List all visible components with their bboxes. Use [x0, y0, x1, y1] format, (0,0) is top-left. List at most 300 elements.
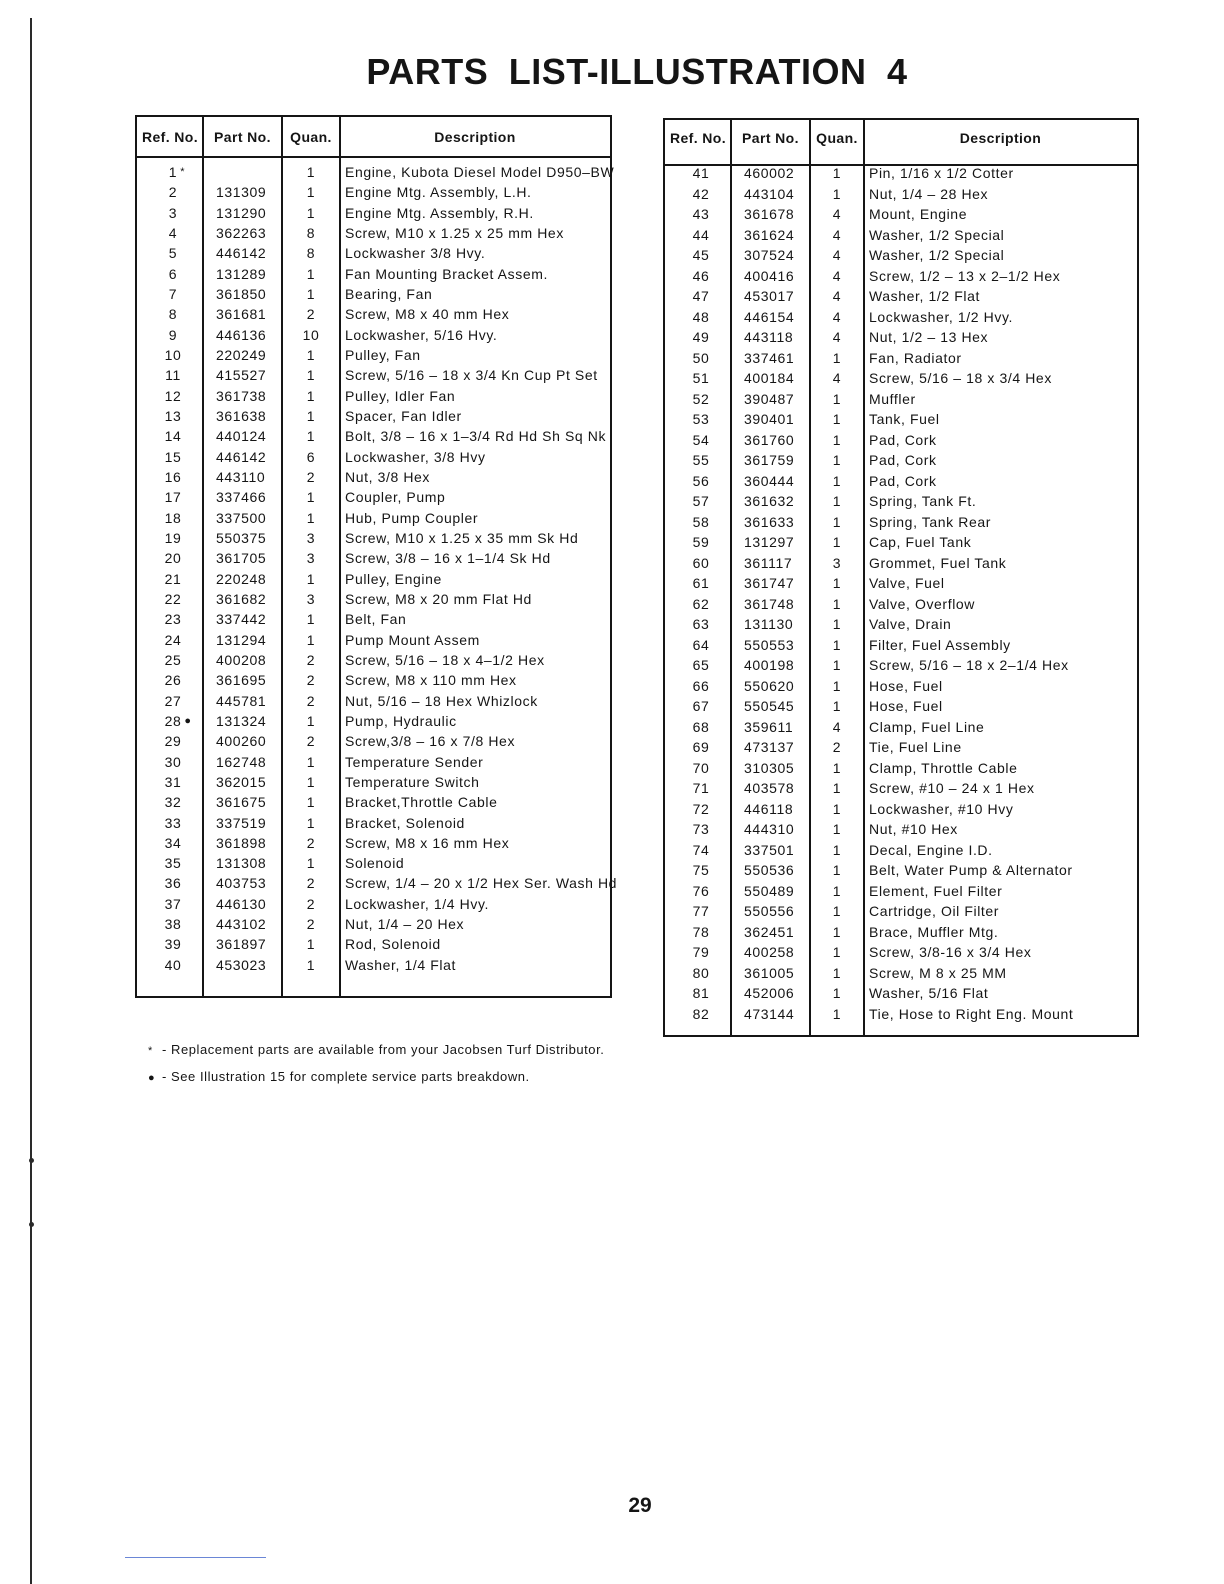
ref-no-cell [665, 389, 731, 410]
part-no-cell-text: 361748 [744, 595, 795, 612]
part-no-cell [203, 853, 282, 873]
part-no-cell [731, 532, 810, 553]
description-cell [864, 307, 1137, 328]
parts-table-left [135, 115, 618, 998]
description-cell [864, 819, 1137, 840]
ref-no-cell [665, 696, 731, 717]
description-cell-text: Grommet, Fuel Tank [869, 554, 1007, 571]
parts-row [137, 345, 610, 365]
ref-no-cell [665, 635, 731, 656]
ref-no-cell-text: 53 [692, 411, 710, 427]
quantity-cell [282, 731, 340, 751]
description-cell [864, 450, 1137, 471]
description-cell [340, 548, 610, 568]
description-cell-text: Mount, Engine [869, 206, 968, 222]
description-cell [340, 406, 610, 426]
parts-row [137, 609, 610, 629]
ref-no-cell [665, 758, 731, 779]
quantity-cell [282, 650, 340, 670]
description-cell [340, 487, 610, 507]
ref-no-cell [665, 717, 731, 738]
description-cell-text: Screw, 5/16 – 18 x 4–1/2 Hex [345, 651, 545, 668]
description-cell-text: Washer, 1/2 Special [869, 247, 1005, 263]
quantity-cell-text: 1 [306, 164, 316, 180]
parts-row [665, 881, 1137, 902]
quantity-cell-text: 1 [832, 923, 842, 940]
part-no-cell-text: 446142 [216, 448, 267, 465]
description-cell [864, 430, 1137, 451]
quantity-cell-text: 1 [832, 759, 842, 776]
description-cell [864, 963, 1137, 984]
ref-no-cell-text: 61 [692, 575, 710, 591]
ref-no-cell [137, 528, 203, 548]
description-cell [340, 203, 610, 223]
part-no-cell [203, 731, 282, 751]
footnote-text: - See Illustration 15 for complete service parts breakdown. [162, 1069, 530, 1084]
ref-no-cell-text: 1 [168, 164, 178, 180]
column-divider [809, 120, 811, 1035]
part-no-cell-text: 131324 [216, 712, 267, 729]
part-no-cell [203, 386, 282, 406]
part-no-cell-text: 550553 [744, 636, 795, 653]
ref-no-cell-text: 80 [692, 964, 710, 981]
description-cell-text: Nut, 3/8 Hex [345, 468, 431, 485]
part-no-cell [731, 717, 810, 738]
ref-no-cell [665, 942, 731, 963]
footnote-replacement [148, 1042, 604, 1059]
quantity-cell [282, 548, 340, 568]
description-cell [864, 286, 1137, 307]
part-no-cell [203, 955, 282, 975]
part-no-cell [203, 650, 282, 670]
part-no-cell [731, 553, 810, 574]
parts-row [137, 569, 610, 589]
parts-row [665, 307, 1137, 328]
quantity-cell-text: 4 [832, 308, 842, 325]
description-cell-text: Nut, #10 Hex [869, 821, 958, 837]
description-cell-text: Bracket,Throttle Cable [345, 794, 498, 811]
ref-no-cell [665, 860, 731, 881]
description-cell-text: Clamp, Fuel Line [869, 718, 985, 735]
description-cell [864, 471, 1137, 492]
parts-row [137, 243, 610, 263]
description-cell-text: Spring, Tank Rear [869, 513, 992, 530]
parts-row [137, 386, 610, 406]
ref-no-cell-text: 17 [164, 489, 182, 506]
part-no-cell [731, 1004, 810, 1025]
part-no-cell [203, 365, 282, 385]
parts-row [137, 223, 610, 243]
description-cell-text: Fan Mounting Bracket Assem. [345, 265, 548, 282]
part-no-cell [731, 389, 810, 410]
ref-no-cell [137, 264, 203, 284]
quantity-cell-text: 8 [306, 224, 316, 241]
quantity-cell [810, 778, 864, 799]
part-no-cell-text: 361760 [744, 431, 795, 448]
part-no-cell [731, 901, 810, 922]
header-quantity: Quan. [816, 130, 858, 146]
description-cell-text: Cap, Fuel Tank [869, 534, 972, 550]
part-no-cell [203, 182, 282, 202]
description-cell [340, 609, 610, 629]
part-no-cell [203, 243, 282, 263]
parts-row [665, 163, 1137, 184]
part-no-cell [203, 325, 282, 345]
part-no-cell-text: 390401 [744, 411, 795, 427]
description-cell-text: Hub, Pump Coupler [345, 509, 479, 526]
description-cell-text: Pump Mount Assem [345, 631, 480, 648]
quantity-cell [810, 553, 864, 574]
description-cell-text: Lockwasher, 1/4 Hvy. [345, 895, 490, 912]
quantity-cell-text: 2 [306, 306, 316, 323]
description-cell-text: Screw,3/8 – 16 x 7/8 Hex [345, 733, 516, 750]
part-no-cell-text: 131294 [216, 631, 267, 648]
ref-no-cell [665, 225, 731, 246]
parts-row [665, 225, 1137, 246]
quantity-cell [282, 894, 340, 914]
description-cell-text: Engine, Kubota Diesel Model D950–BW [345, 164, 615, 180]
description-cell-text: Tie, Hose to Right Eng. Mount [869, 1005, 1074, 1022]
quantity-cell [282, 609, 340, 629]
ref-no-cell [137, 691, 203, 711]
parts-row [137, 528, 610, 548]
quantity-cell-text: 1 [832, 493, 842, 509]
description-cell [340, 182, 610, 202]
description-cell-text: Solenoid [345, 855, 405, 872]
ref-no-cell-text: 37 [164, 895, 182, 912]
ref-no-cell-text: 35 [164, 855, 182, 872]
parts-row [665, 286, 1137, 307]
ref-no-cell [665, 573, 731, 594]
part-no-cell [731, 450, 810, 471]
part-no-cell [203, 223, 282, 243]
part-no-cell [731, 225, 810, 246]
ref-no-cell [665, 266, 731, 287]
quantity-cell [282, 467, 340, 487]
quantity-cell-text: 1 [306, 753, 316, 770]
description-cell [340, 284, 610, 304]
ref-no-cell-text: 67 [692, 698, 710, 714]
ref-no-cell-text: 34 [164, 834, 182, 851]
part-no-cell [203, 345, 282, 365]
part-no-cell [203, 487, 282, 507]
ref-no-cell [665, 430, 731, 451]
header-description: Description [434, 128, 516, 145]
description-cell-text: Bearing, Fan [345, 285, 433, 302]
description-cell-text: Brace, Muffler Mtg. [869, 923, 999, 940]
ref-no-cell-text: 51 [692, 370, 710, 386]
quantity-cell-text: 1 [832, 390, 842, 407]
part-no-cell-text: 220248 [216, 570, 267, 587]
parts-row [137, 630, 610, 650]
header-quantity: Quan. [290, 128, 332, 145]
part-no-cell-text: 361632 [744, 493, 795, 509]
quantity-cell-text: 1 [306, 428, 316, 445]
quantity-cell-text: 1 [306, 794, 316, 811]
ref-no-cell [665, 184, 731, 205]
ref-no-cell-text: 70 [692, 759, 710, 776]
part-no-cell [731, 368, 810, 389]
ref-no-cell-text: 48 [692, 308, 710, 325]
parts-row [137, 406, 610, 426]
margin-tick [29, 1222, 34, 1227]
description-cell-text: Screw, 5/16 – 18 x 3/4 Hex [869, 370, 1052, 386]
ref-no-cell-text: 4 [168, 224, 178, 241]
ref-no-cell-text: 82 [692, 1005, 710, 1022]
part-no-cell-text: 361681 [216, 306, 267, 323]
ref-no-cell-text: 39 [164, 936, 182, 953]
quantity-cell [282, 528, 340, 548]
header-ref-no: Ref. No. [669, 130, 727, 146]
ref-no-cell [137, 833, 203, 853]
footnote-illustration-ref [148, 1069, 530, 1086]
description-cell [864, 184, 1137, 205]
description-cell [864, 799, 1137, 820]
ref-no-cell-text: 28 [164, 712, 182, 729]
description-cell-text: Hose, Fuel [869, 677, 943, 694]
part-no-cell [731, 327, 810, 348]
quantity-cell [282, 772, 340, 792]
part-no-cell-text: 310305 [744, 759, 795, 776]
part-no-cell [731, 758, 810, 779]
ref-no-cell [137, 304, 203, 324]
part-no-cell-text: 361898 [216, 834, 267, 851]
ref-no-cell [137, 325, 203, 345]
footnote-symbol: * [148, 1045, 153, 1057]
ref-no-cell-text: 40 [164, 956, 182, 973]
quantity-cell [810, 348, 864, 369]
quantity-cell [282, 162, 340, 182]
ref-no-cell-text: 74 [692, 841, 710, 858]
parts-row [665, 717, 1137, 738]
description-cell-text: Lockwasher, 5/16 Hvy. [345, 326, 498, 343]
description-cell-text: Tie, Fuel Line [869, 739, 962, 755]
quantity-cell [810, 1004, 864, 1025]
part-no-cell [731, 799, 810, 820]
part-no-cell [203, 691, 282, 711]
parts-row [137, 162, 615, 182]
description-cell [864, 901, 1137, 922]
ref-no-cell [137, 731, 203, 751]
part-no-cell-text: 361682 [216, 590, 267, 607]
ref-no-cell-text: 36 [164, 875, 182, 892]
quantity-cell [282, 813, 340, 833]
part-no-cell-text: 361005 [744, 964, 795, 981]
quantity-cell-text: 1 [832, 472, 842, 489]
part-no-cell [731, 266, 810, 287]
part-no-cell-text: 361117 [744, 554, 793, 571]
part-no-cell-text: 361738 [216, 387, 267, 404]
part-no-cell [731, 573, 810, 594]
part-no-cell-text: 337466 [216, 489, 267, 506]
part-no-cell-text: 400184 [744, 370, 795, 386]
ref-no-cell [665, 532, 731, 553]
description-cell [864, 758, 1137, 779]
ref-no-cell-text: 26 [164, 672, 182, 689]
part-no-cell-text: 550556 [744, 903, 795, 919]
ref-no-cell [137, 203, 203, 223]
ref-no-cell-text: 45 [692, 247, 710, 263]
quantity-cell-text: 3 [306, 529, 316, 546]
description-cell [340, 304, 610, 324]
parts-row [665, 532, 1137, 553]
part-no-cell-text: 445781 [216, 692, 267, 709]
parts-row [665, 553, 1137, 574]
ref-no-cell [665, 676, 731, 697]
part-no-cell-text: 440124 [216, 428, 267, 445]
part-no-cell-text: 337461 [744, 349, 795, 366]
part-no-cell-text: 390487 [744, 390, 795, 407]
ref-no-cell [665, 327, 731, 348]
ref-no-cell-text: 41 [692, 165, 710, 181]
description-cell-text: Belt, Water Pump & Alternator [869, 862, 1073, 878]
description-cell [864, 840, 1137, 861]
part-no-cell-text: 550545 [744, 698, 795, 714]
parts-row [137, 304, 610, 324]
part-no-cell-text: 453017 [744, 288, 795, 304]
quantity-cell [810, 471, 864, 492]
part-no-cell [731, 860, 810, 881]
footnote-symbol: ● [148, 1072, 156, 1084]
ref-no-cell [137, 772, 203, 792]
quantity-cell-text: 2 [832, 739, 842, 755]
part-no-cell [731, 491, 810, 512]
quantity-cell-text: 2 [306, 834, 316, 851]
ref-no-cell [665, 245, 731, 266]
part-no-cell-text: 361678 [744, 206, 795, 222]
quantity-cell [810, 840, 864, 861]
quantity-cell [810, 799, 864, 820]
ref-no-cell-text: 52 [692, 390, 710, 407]
quantity-cell-text: 1 [306, 285, 316, 302]
ref-no-cell-text: 69 [692, 739, 710, 755]
ref-no-cell [665, 348, 731, 369]
quantity-cell-text: 1 [832, 534, 842, 550]
quantity-cell-text: 1 [832, 349, 842, 366]
quantity-cell-text: 4 [832, 718, 842, 735]
quantity-cell-text: 2 [306, 895, 316, 912]
quantity-cell [282, 243, 340, 263]
part-no-cell-text: 361705 [216, 550, 267, 567]
quantity-cell-text: 1 [832, 657, 842, 673]
part-no-cell-text: 162748 [216, 753, 267, 770]
part-no-cell-text: 446154 [744, 308, 795, 325]
quantity-cell-text: 3 [832, 554, 842, 571]
parts-row [665, 819, 1137, 840]
description-cell-text: Nut, 1/4 – 28 Hex [869, 185, 989, 202]
parts-row [137, 670, 610, 690]
quantity-cell-text: 2 [306, 875, 316, 892]
ref-no-cell-text: 38 [164, 916, 182, 933]
ref-no-cell-text: 2 [168, 184, 178, 201]
ref-no-cell-text: 54 [692, 431, 710, 448]
quantity-cell-text: 1 [832, 821, 842, 837]
parts-row [137, 284, 610, 304]
parts-row [137, 365, 610, 385]
ref-no-cell [665, 286, 731, 307]
quantity-cell [810, 450, 864, 471]
parts-row [665, 327, 1137, 348]
part-no-cell [731, 963, 810, 984]
parts-row [137, 772, 610, 792]
quantity-cell [810, 163, 864, 184]
ref-no-cell-text: 5 [168, 245, 178, 262]
quantity-cell [810, 676, 864, 697]
quantity-cell [282, 934, 340, 954]
part-no-cell-text: 361633 [744, 513, 795, 530]
quantity-cell-text: 8 [306, 245, 316, 262]
quantity-cell-text: 1 [306, 265, 316, 282]
description-cell [864, 327, 1137, 348]
part-no-cell [731, 983, 810, 1004]
quantity-cell [810, 225, 864, 246]
quantity-cell [282, 569, 340, 589]
ref-no-cell-text: 19 [164, 529, 182, 546]
part-no-cell-text: 362015 [216, 773, 267, 790]
quantity-cell [810, 942, 864, 963]
part-no-cell [203, 894, 282, 914]
ref-no-cell-text: 63 [692, 616, 710, 632]
quantity-cell [810, 491, 864, 512]
part-no-cell-text: 220249 [216, 346, 267, 363]
description-cell-text: Screw, #10 – 24 x 1 Hex [869, 780, 1035, 796]
parts-row [137, 914, 610, 934]
page-title: PARTS LIST-ILLUSTRATION 4 [366, 51, 908, 92]
part-no-cell [731, 163, 810, 184]
page-number: 29 [628, 1494, 652, 1517]
part-no-cell-text: 400198 [744, 657, 795, 673]
part-no-cell [203, 162, 282, 182]
ref-no-cell-text: 29 [164, 733, 182, 750]
parts-row [137, 487, 610, 507]
ref-no-cell [665, 983, 731, 1004]
part-no-cell [203, 752, 282, 772]
part-no-cell-text: 400208 [216, 651, 267, 668]
part-no-cell [203, 772, 282, 792]
description-cell [864, 348, 1137, 369]
quantity-cell [282, 223, 340, 243]
description-cell-text: Temperature Sender [345, 753, 484, 770]
ref-no-cell-text: 21 [164, 570, 182, 587]
description-cell [864, 922, 1137, 943]
parts-row [137, 731, 610, 751]
parts-row [137, 711, 610, 731]
ref-no-cell [137, 792, 203, 812]
parts-row [137, 894, 610, 914]
quantity-cell-text: 1 [832, 165, 842, 181]
description-cell [340, 345, 610, 365]
quantity-cell-text: 1 [306, 184, 316, 201]
description-cell-text: Lockwasher 3/8 Hvy. [345, 245, 486, 262]
quantity-cell-text: 1 [832, 595, 842, 612]
quantity-cell-text: 3 [306, 550, 316, 567]
ref-no-cell-text: 71 [692, 780, 710, 796]
quantity-cell-text: 1 [832, 800, 842, 817]
ref-no-cell [665, 963, 731, 984]
ref-no-cell-text: 59 [692, 534, 710, 550]
parts-row [665, 512, 1137, 533]
quantity-cell [810, 860, 864, 881]
quantity-cell [810, 204, 864, 225]
part-no-cell-text: 361638 [216, 407, 267, 424]
quantity-cell [282, 182, 340, 202]
quantity-cell [282, 487, 340, 507]
part-no-cell-text: 446130 [216, 895, 267, 912]
ref-no-cell-text: 27 [164, 692, 182, 709]
part-no-cell-text: 550620 [744, 677, 795, 694]
description-cell [340, 325, 610, 345]
description-cell [864, 614, 1137, 635]
